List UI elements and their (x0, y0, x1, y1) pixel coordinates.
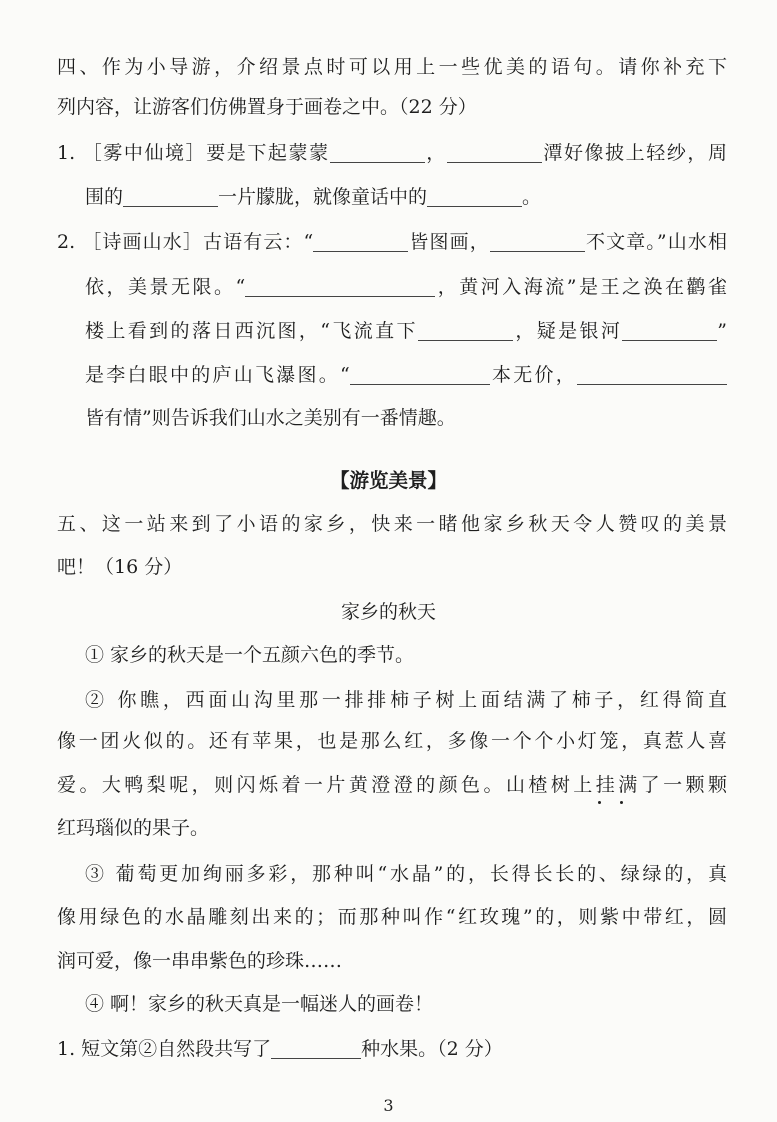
question-5-1 (57, 1036, 727, 1062)
question-text: 围的 (85, 186, 124, 208)
question-text: 2. ［诗画山水］古语有云：“ (57, 231, 314, 253)
question-text: 不文章。”山水相 (584, 231, 727, 253)
question-text: 皆图画， (408, 231, 490, 253)
answer-blank[interactable] (350, 364, 490, 385)
question-text: 皆有情”则告诉我们山水之美别有一番情趣。 (85, 407, 456, 429)
answer-blank[interactable] (418, 320, 513, 341)
paragraph-line: 像一团火似的。还有苹果，也是那么红，多像一个个小灯笼，真惹人喜 (57, 730, 727, 752)
question-text: 1. ［雾中仙境］要是下起蒙蒙 (57, 142, 330, 164)
passage-title: 家乡的秋天 (340, 601, 436, 623)
answer-blank[interactable] (245, 276, 435, 297)
answer-blank[interactable] (123, 186, 218, 207)
question-text: 本无价， (489, 364, 577, 386)
answer-blank[interactable] (622, 320, 717, 341)
question-text: ，疑是银河 (512, 320, 623, 342)
emphasis-dot (620, 801, 623, 804)
paragraph-line: ④ 啊！家乡的秋天真是一幅迷人的画卷！ (85, 993, 434, 1015)
question-text: 种水果。（2 分） (361, 1038, 503, 1060)
answer-blank[interactable] (447, 142, 542, 163)
answer-blank[interactable] (427, 186, 522, 207)
page-number: 3 (383, 1096, 394, 1115)
paragraph-line: 红玛瑙似的果子。 (57, 817, 210, 839)
question-4-2-line4 (85, 362, 727, 388)
section-banner: 【游览美景】 (329, 469, 447, 492)
question-text: 楼上看到的落日西沉图，“飞流直下 (85, 320, 418, 342)
paragraph-line: ③ 葡萄更加绚丽多彩，那种叫“水晶”的，长得长长的、绿绿的，真 (85, 863, 727, 885)
paragraph-line: ② 你瞧，西面山沟里那一排排柿子树上面结满了柿子，红得简直 (85, 689, 727, 711)
question-text: 1. 短文第②自然段共写了 (57, 1038, 272, 1060)
question-text: 潭好像披上轻纱，周 (541, 142, 727, 164)
question-4-2-line1 (57, 229, 727, 255)
question-4-2-line5 (85, 405, 727, 431)
answer-blank[interactable] (490, 231, 585, 252)
question-text: 依，美景无限。“ (85, 276, 246, 298)
question-4-2-line3 (85, 318, 727, 344)
answer-blank[interactable] (271, 1038, 361, 1059)
question-4-1-line2 (85, 184, 727, 210)
answer-blank[interactable] (313, 231, 408, 252)
question-text: 一片朦胧，就像童话中的 (218, 186, 428, 208)
emphasis-dot (598, 801, 601, 804)
paragraph-line: 像用绿色的水晶雕刻出来的；而那种叫作“红玫瑰”的，则紫中带红，圆 (57, 906, 727, 928)
question-4-1-line1 (57, 140, 727, 166)
paragraph-line: ① 家乡的秋天是一个五颜六色的季节。 (85, 644, 415, 666)
question-text: ，黄河入海流”是王之涣在鹳雀 (435, 276, 728, 298)
question-text: 是李白眼中的庐山飞瀑图。“ (85, 364, 350, 386)
answer-blank[interactable] (330, 142, 425, 163)
question-text: ， (424, 142, 447, 164)
question-text: ” (717, 320, 727, 342)
question-text: 。 (522, 186, 542, 208)
paragraph-line: 爱。大鸭梨呢，则闪烁着一片黄澄澄的颜色。山楂树上挂满了一颗颗 (57, 774, 727, 796)
section4-heading-cont: 列内容，让游客们仿佛置身于画卷之中。（22 分） (57, 96, 477, 118)
section4-heading: 四、作为小导游，介绍景点时可以用上一些优美的语句。请你补充下 (57, 56, 727, 78)
question-4-2-line2 (85, 274, 727, 300)
answer-blank[interactable] (577, 364, 727, 385)
paragraph-line: 润可爱，像一串串紫色的珍珠…… (57, 950, 343, 972)
section5-heading: 五、这一站来到了小语的家乡，快来一睹他家乡秋天令人赞叹的美景 (57, 513, 727, 535)
section5-heading-cont: 吧！（16 分） (57, 556, 183, 578)
